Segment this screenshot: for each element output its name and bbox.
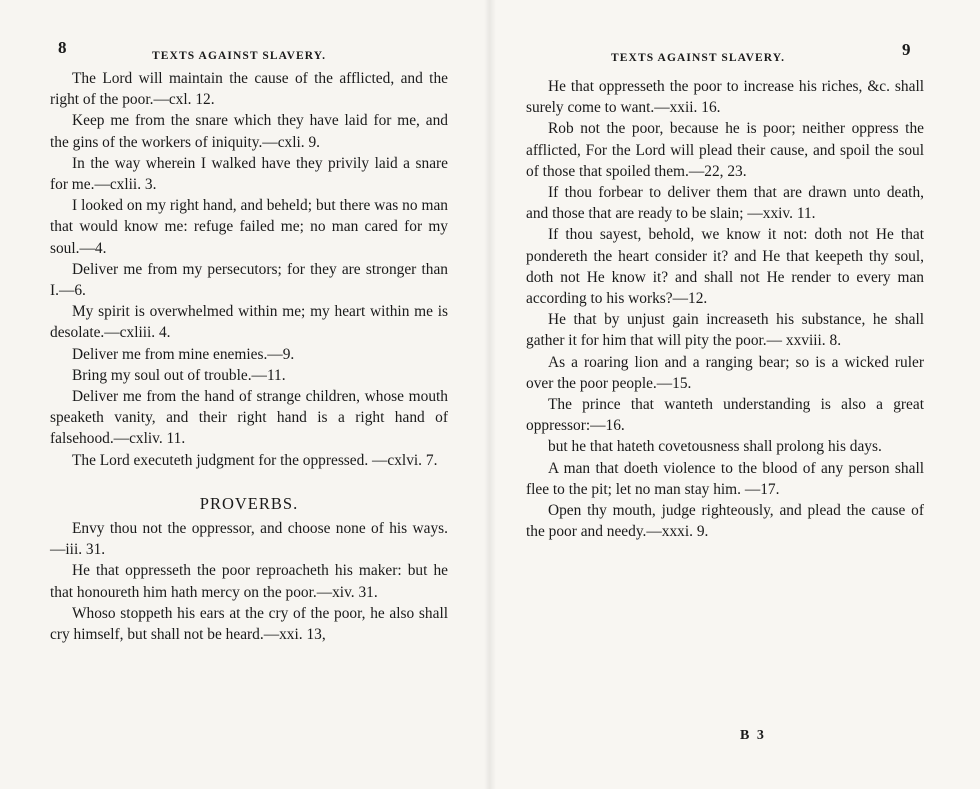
verse: Keep me from the snare which they have laid for me, and the gins of the workers of iniquity.—cxli. 9. xyxy=(50,112,448,151)
verse: Whoso stoppeth his ears at the cry of the poor, he also shall cry himself, but shall not be heard.—xxi. 13, xyxy=(50,604,448,644)
verse: A man that doeth violence to the blood of any person shall flee to the pit; let no man stay him. —17. xyxy=(526,459,924,498)
right-page xyxy=(490,0,980,789)
verse: Deliver me from the hand of strange children, whose mouth speaketh vanity, and their right hand is a right hand of falsehood.—cxliv. 11. xyxy=(50,388,448,448)
left-page-number: 8 xyxy=(58,38,67,57)
signature-mark: B 3 xyxy=(740,728,766,743)
verse: Deliver me from my persecutors; for they are stronger than I.—6. xyxy=(50,260,448,300)
right-page-number: 9 xyxy=(902,40,911,59)
left-running-title: TEXTS AGAINST SLAVERY. xyxy=(152,50,327,62)
verse: The Lord executeth judgment for the oppressed. —cxlvi. 7. xyxy=(72,451,438,469)
section-title-proverbs: PROVERBS. xyxy=(199,493,299,513)
verse: Rob not the poor, because he is poor; neither oppress the afflicted, For the Lord will plead their cause, and spoil the soul of those that spoiled them.—22, 23. xyxy=(526,120,924,180)
verse: If thou forbear to deliver them that are drawn unto death, and those that are ready to be slain; —xxiv. 11. xyxy=(526,184,924,223)
verse: In the way wherein I walked have they privily laid a snare for me.—cxlii. 3. xyxy=(50,154,448,194)
verse: but he that hateth covetousness shall prolong his days. xyxy=(548,438,882,456)
left-page-body xyxy=(50,68,448,645)
verse: Deliver me from mine enemies.—9. xyxy=(72,345,295,363)
verse: As a roaring lion and a ranging bear; so is a wicked ruler over the poor people.—15. xyxy=(526,353,924,392)
right-page-body xyxy=(526,76,924,542)
verse: He that by unjust gain increaseth his substance, he shall gather it for him that will pity the poor.— xxviii. 8. xyxy=(526,311,924,350)
verse: I looked on my right hand, and beheld; but there was no man that would know me: refuge failed me; no man cared for my soul.—4. xyxy=(50,197,448,257)
verse: Bring my soul out of trouble.—11. xyxy=(72,366,286,384)
right-running-title: TEXTS AGAINST SLAVERY. xyxy=(611,52,786,64)
verse: He that oppresseth the poor to increase his riches, &c. shall surely come to want.—xxii. 16. xyxy=(526,78,924,117)
verse: The prince that wanteth understanding is also a great oppressor:—16. xyxy=(526,396,924,435)
verse: If thou sayest, behold, we know it not: doth not He that pondereth the heart consider it? and He that keepeth thy soul, doth not He know it? and shall not He render to every man according to his works?—12. xyxy=(526,226,924,308)
verse: My spirit is overwhelmed within me; my heart within me is desolate.—cxliii. 4. xyxy=(50,303,448,342)
verse: Open thy mouth, judge righteously, and plead the cause of the poor and needy.—xxxi. 9. xyxy=(526,502,924,541)
verse: He that oppresseth the poor reproacheth his maker: but he that honoureth him hath mercy on the poor.—xiv. 31. xyxy=(50,562,448,601)
verse: The Lord will maintain the cause of the afflicted, and the right of the poor.—cxl. 12. xyxy=(50,70,448,109)
verse: Envy thou not the oppressor, and choose none of his ways.—iii. 31. xyxy=(50,520,448,559)
book-gutter xyxy=(484,0,496,789)
